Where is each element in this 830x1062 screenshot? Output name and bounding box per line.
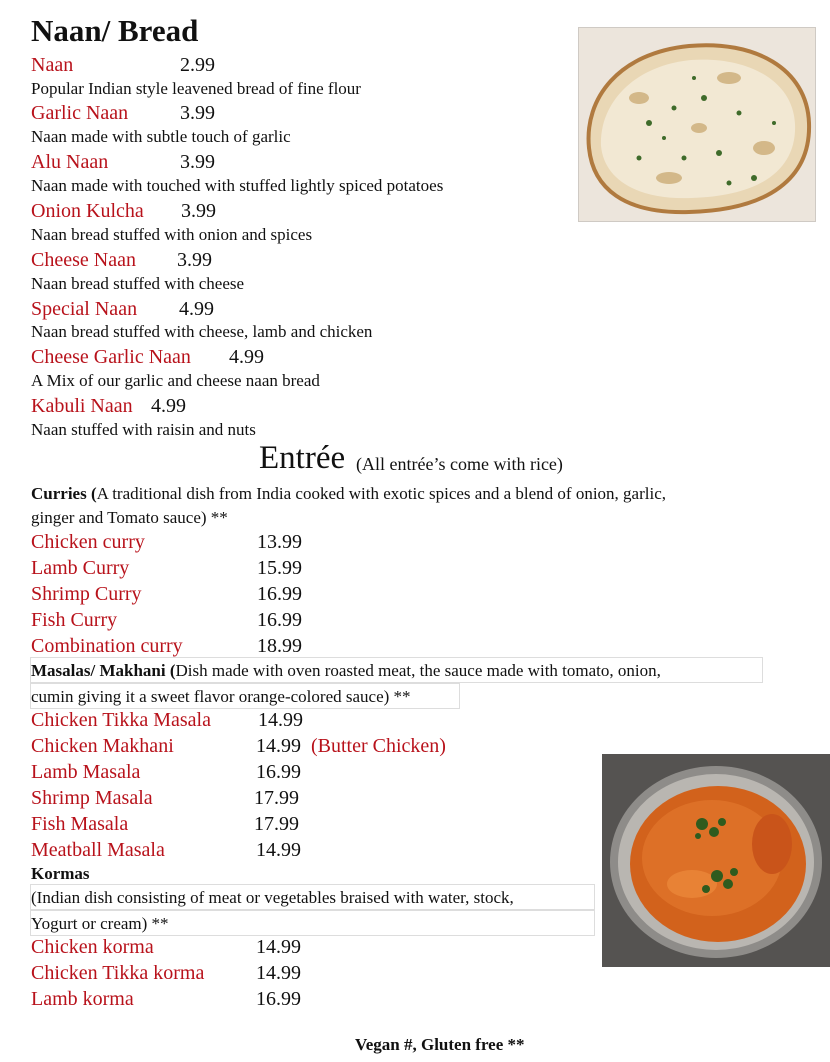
item-name: Lamb Curry [31, 557, 130, 579]
item-price: 14.99 [256, 839, 301, 861]
item-extra: (Butter Chicken) [311, 735, 446, 757]
butter-chicken-photo [602, 754, 830, 967]
item-price: 14.99 [256, 962, 301, 984]
item-name: Onion Kulcha [31, 200, 144, 222]
naan-photo [578, 27, 816, 222]
item-name: Fish Masala [31, 813, 129, 835]
item-price: 3.99 [180, 102, 215, 124]
item-name: Chicken curry [31, 531, 145, 553]
item-name: Cheese Garlic Naan [31, 346, 191, 368]
masalas-desc-line1: Dish made with oven roasted meat, the sauce made with tomato, onion, [175, 661, 661, 680]
masalas-desc-line2: cumin giving it a sweet flavor orange-colored sauce) ** [30, 683, 460, 709]
item-price: 18.99 [257, 635, 302, 657]
item-name: Garlic Naan [31, 102, 129, 124]
item-price: 16.99 [256, 761, 301, 783]
item-desc: Naan made with subtle touch of garlic [31, 127, 291, 146]
item-price: 15.99 [257, 557, 302, 579]
item-name: Fish Curry [31, 609, 118, 631]
curries-label: Curries ( [31, 484, 97, 503]
kormas-desc-line1: (Indian dish consisting of meat or vegetables braised with water, stock, [30, 884, 595, 910]
item-desc: Naan bread stuffed with cheese [31, 274, 245, 293]
item-desc: Naan stuffed with raisin and nuts [31, 420, 256, 439]
item-name: Meatball Masala [31, 839, 165, 861]
naan-illustration [579, 28, 815, 221]
section-title-bread: Naan/ Bread [31, 13, 199, 48]
item-price: 3.99 [180, 151, 215, 173]
item-desc: Naan made with touched with stuffed lightly spiced potatoes [31, 176, 444, 195]
item-name: Alu Naan [31, 151, 109, 173]
item-desc: Popular Indian style leavened bread of fine flour [31, 79, 361, 98]
item-name: Naan [31, 54, 74, 76]
item-name: Kabuli Naan [31, 395, 133, 417]
masalas-label: Masalas/ Makhani ( [31, 661, 176, 680]
item-price: 2.99 [180, 54, 215, 76]
masalas-description [30, 657, 763, 683]
item-price: 4.99 [229, 346, 264, 368]
item-price: 4.99 [151, 395, 186, 417]
item-name: Special Naan [31, 298, 138, 320]
diet-legend: Vegan #, Gluten free ** [355, 1035, 525, 1054]
item-price: 16.99 [257, 609, 302, 631]
item-name: Chicken Makhani [31, 735, 174, 757]
item-desc: Naan bread stuffed with onion and spices [31, 225, 313, 244]
item-name: Lamb Masala [31, 761, 141, 783]
kormas-desc-line2: Yogurt or cream) ** [30, 910, 595, 936]
item-price: 17.99 [254, 813, 299, 835]
curries-desc-line1: A traditional dish from India cooked with exotic spices and a blend of onion, garlic, [96, 484, 666, 503]
item-price: 16.99 [257, 583, 302, 605]
curries-description [31, 481, 666, 506]
item-name: Chicken Tikka korma [31, 962, 205, 984]
item-price: 14.99 [258, 709, 303, 731]
item-name: Chicken korma [31, 936, 154, 958]
item-price: 3.99 [177, 249, 212, 271]
item-price: 14.99 [256, 936, 301, 958]
item-desc: Naan bread stuffed with cheese, lamb and chicken [31, 322, 373, 341]
curry-bowl-illustration [602, 754, 830, 967]
item-price: 3.99 [181, 200, 216, 222]
item-price: 13.99 [257, 531, 302, 553]
item-desc: A Mix of our garlic and cheese naan bread [31, 371, 320, 390]
entree-note: (All entrée’s come with rice) [356, 454, 563, 474]
kormas-label: Kormas [31, 864, 90, 883]
item-price: 14.99 [256, 735, 301, 757]
item-name: Cheese Naan [31, 249, 136, 271]
section-title-entree: Entrée [259, 440, 346, 476]
item-price: 17.99 [254, 787, 299, 809]
curries-desc-line2: ginger and Tomato sauce) ** [31, 508, 228, 527]
item-name: Lamb korma [31, 988, 134, 1010]
item-name: Chicken Tikka Masala [31, 709, 211, 731]
item-price: 4.99 [179, 298, 214, 320]
item-price: 16.99 [256, 988, 301, 1010]
item-name: Shrimp Masala [31, 787, 153, 809]
item-name: Combination curry [31, 635, 183, 657]
item-name: Shrimp Curry [31, 583, 142, 605]
